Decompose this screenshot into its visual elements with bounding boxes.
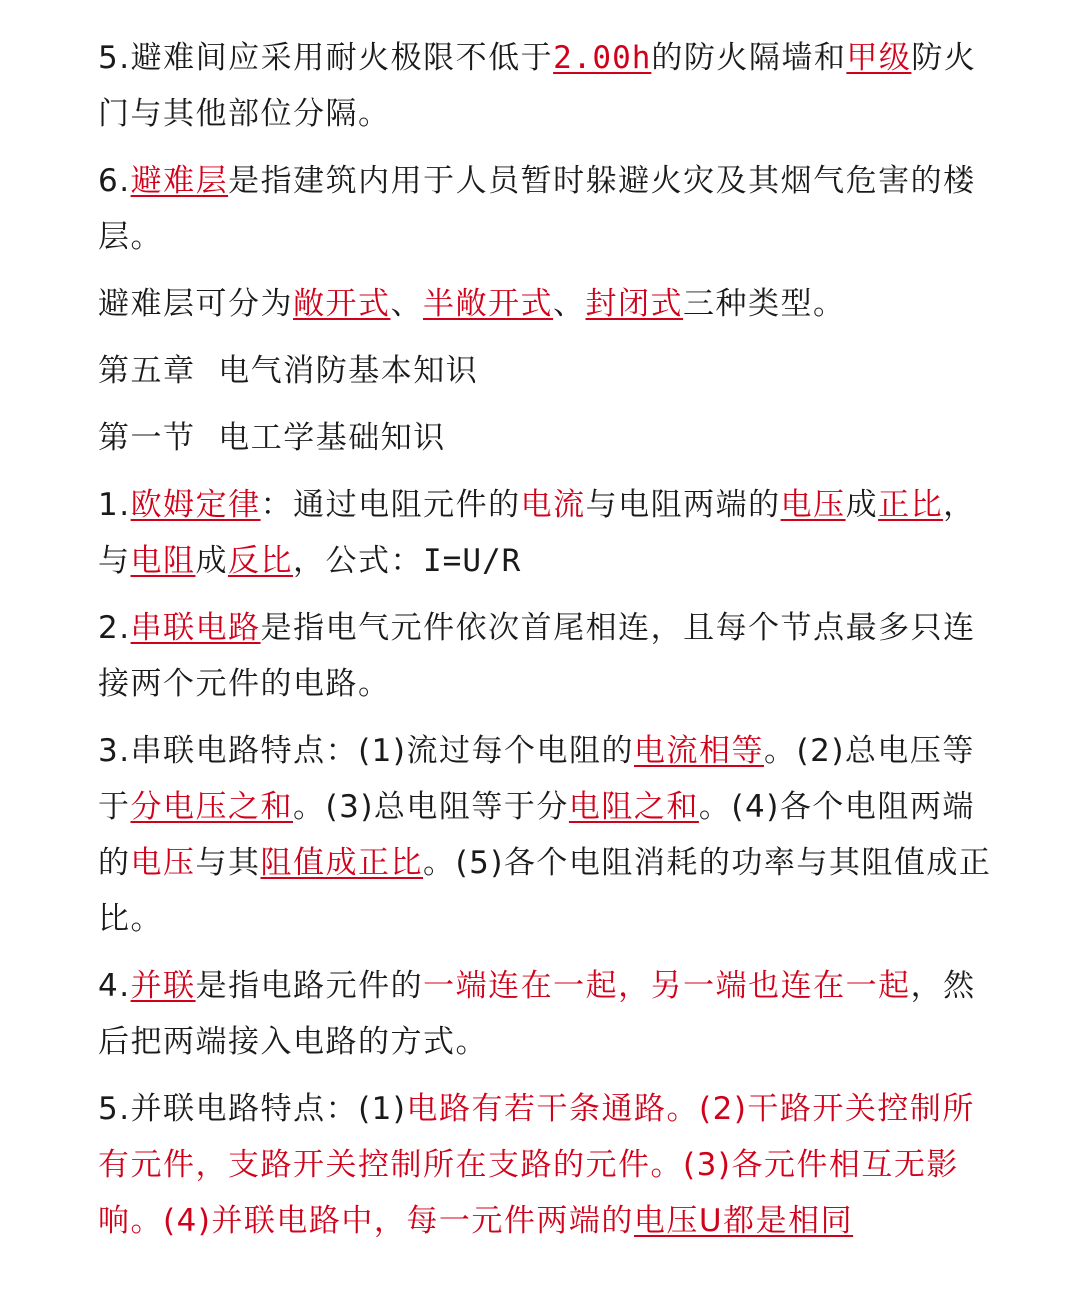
paragraph-refuge-floor bbox=[98, 153, 998, 265]
paragraph-series-circuit bbox=[98, 600, 998, 712]
document-body bbox=[98, 30, 998, 1260]
highlight-parallel-features: 电路有若干条通路。(2)干路开关控制所有元件，支路开关控制所在支路的元件。(3)各元件相互无影响。(4)并联电路中，每一元件两端的 bbox=[98, 1091, 975, 1239]
paragraph-parallel-features bbox=[98, 1081, 998, 1249]
text-run: 是指电路元件的 bbox=[195, 968, 424, 1004]
item-number: 4. bbox=[98, 968, 131, 1004]
text-run: 是指电气元件依次首尾相连，且每个节点最多只连接两个元件的电路。 bbox=[98, 610, 976, 702]
text-run: 三种类型。 bbox=[683, 286, 846, 322]
highlight-voltage: 电压 bbox=[780, 487, 846, 523]
highlight-series-circuit: 串联电路 bbox=[130, 610, 261, 646]
item-number: 6. bbox=[98, 163, 131, 199]
text-run: 并联电路特点：(1) bbox=[130, 1091, 407, 1127]
chapter-heading: 第五章 电气消防基本知识 bbox=[98, 353, 479, 389]
highlight-parallel: 并联 bbox=[130, 968, 196, 1004]
text-run: ，与 bbox=[98, 487, 976, 579]
text-run: 、 bbox=[390, 286, 423, 322]
text-run: 。(4)各个电阻两端的 bbox=[98, 789, 975, 881]
highlight-equal-current: 电流相等 bbox=[634, 733, 764, 769]
highlight-semi-open-type: 半敞开式 bbox=[423, 286, 553, 322]
highlight-sum-voltage: 分电压之和 bbox=[130, 789, 293, 825]
text-run: ：通过电阻元件的 bbox=[260, 487, 521, 523]
text-run: 与电阻两端的 bbox=[585, 487, 781, 523]
text-run: 成 bbox=[845, 487, 879, 523]
section-heading: 第一节 电工学基础知识 bbox=[98, 420, 446, 456]
formula: I=U/R bbox=[423, 543, 522, 579]
highlight-proportional: 正比 bbox=[878, 487, 944, 523]
text-run: 。(5)各个电阻消耗的功率与其阻值成正比。 bbox=[98, 845, 992, 937]
highlight-current: 电流 bbox=[520, 487, 586, 523]
highlight-fire-rating: 2.00h bbox=[553, 40, 652, 76]
highlight-both-ends: 一端连在一起，另一端也连在一起 bbox=[423, 968, 911, 1004]
highlight-resistance: 电阻 bbox=[130, 543, 196, 579]
text-run: 是指建筑内用于人员暂时躲避火灾及其烟气危害的楼层。 bbox=[98, 163, 976, 255]
item-number: 5. bbox=[98, 40, 131, 76]
highlight-proportional-resistance: 阻值成正比 bbox=[260, 845, 423, 881]
item-number: 5. bbox=[98, 1091, 131, 1127]
text-run: 防火门与其他部位分隔。 bbox=[98, 40, 977, 132]
item-number: 3. bbox=[98, 733, 131, 769]
highlight-closed-type: 封闭式 bbox=[585, 286, 683, 322]
text-run: ，公式： bbox=[293, 543, 423, 579]
paragraph-refuge-room bbox=[98, 30, 998, 142]
highlight-grade-a: 甲级 bbox=[846, 40, 912, 76]
text-run: 与其 bbox=[195, 845, 261, 881]
highlight-same-voltage: 电压U都是相同 bbox=[633, 1203, 854, 1239]
text-run: 避难间应采用耐火极限不低于 bbox=[130, 40, 554, 76]
text-run: 的防火隔墙和 bbox=[651, 40, 847, 76]
text-run: 串联电路特点：(1)流过每个电阻的 bbox=[130, 733, 634, 769]
item-number: 1. bbox=[98, 487, 131, 523]
text-run: 。(2)总电压等于 bbox=[98, 733, 975, 825]
paragraph-refuge-types bbox=[98, 276, 998, 332]
highlight-inverse: 反比 bbox=[228, 543, 293, 579]
item-number: 2. bbox=[98, 610, 131, 646]
highlight-open-type: 敞开式 bbox=[293, 286, 391, 322]
text-run: 、 bbox=[553, 286, 586, 322]
highlight-ohms-law: 欧姆定律 bbox=[130, 487, 261, 523]
paragraph-parallel bbox=[98, 958, 998, 1070]
text-run: 避难层可分为 bbox=[98, 286, 293, 322]
paragraph-ohms-law bbox=[98, 477, 998, 589]
text-run: 成 bbox=[195, 543, 228, 579]
highlight-sum-resistance: 电阻之和 bbox=[568, 789, 699, 825]
text-run: ，然后把两端接入电路的方式。 bbox=[98, 968, 976, 1060]
text-run: 。(3)总电阻等于分 bbox=[293, 789, 569, 825]
paragraph-series-features bbox=[98, 723, 998, 947]
highlight-refuge-floor: 避难层 bbox=[130, 163, 229, 199]
highlight-voltage: 电压 bbox=[130, 845, 196, 881]
